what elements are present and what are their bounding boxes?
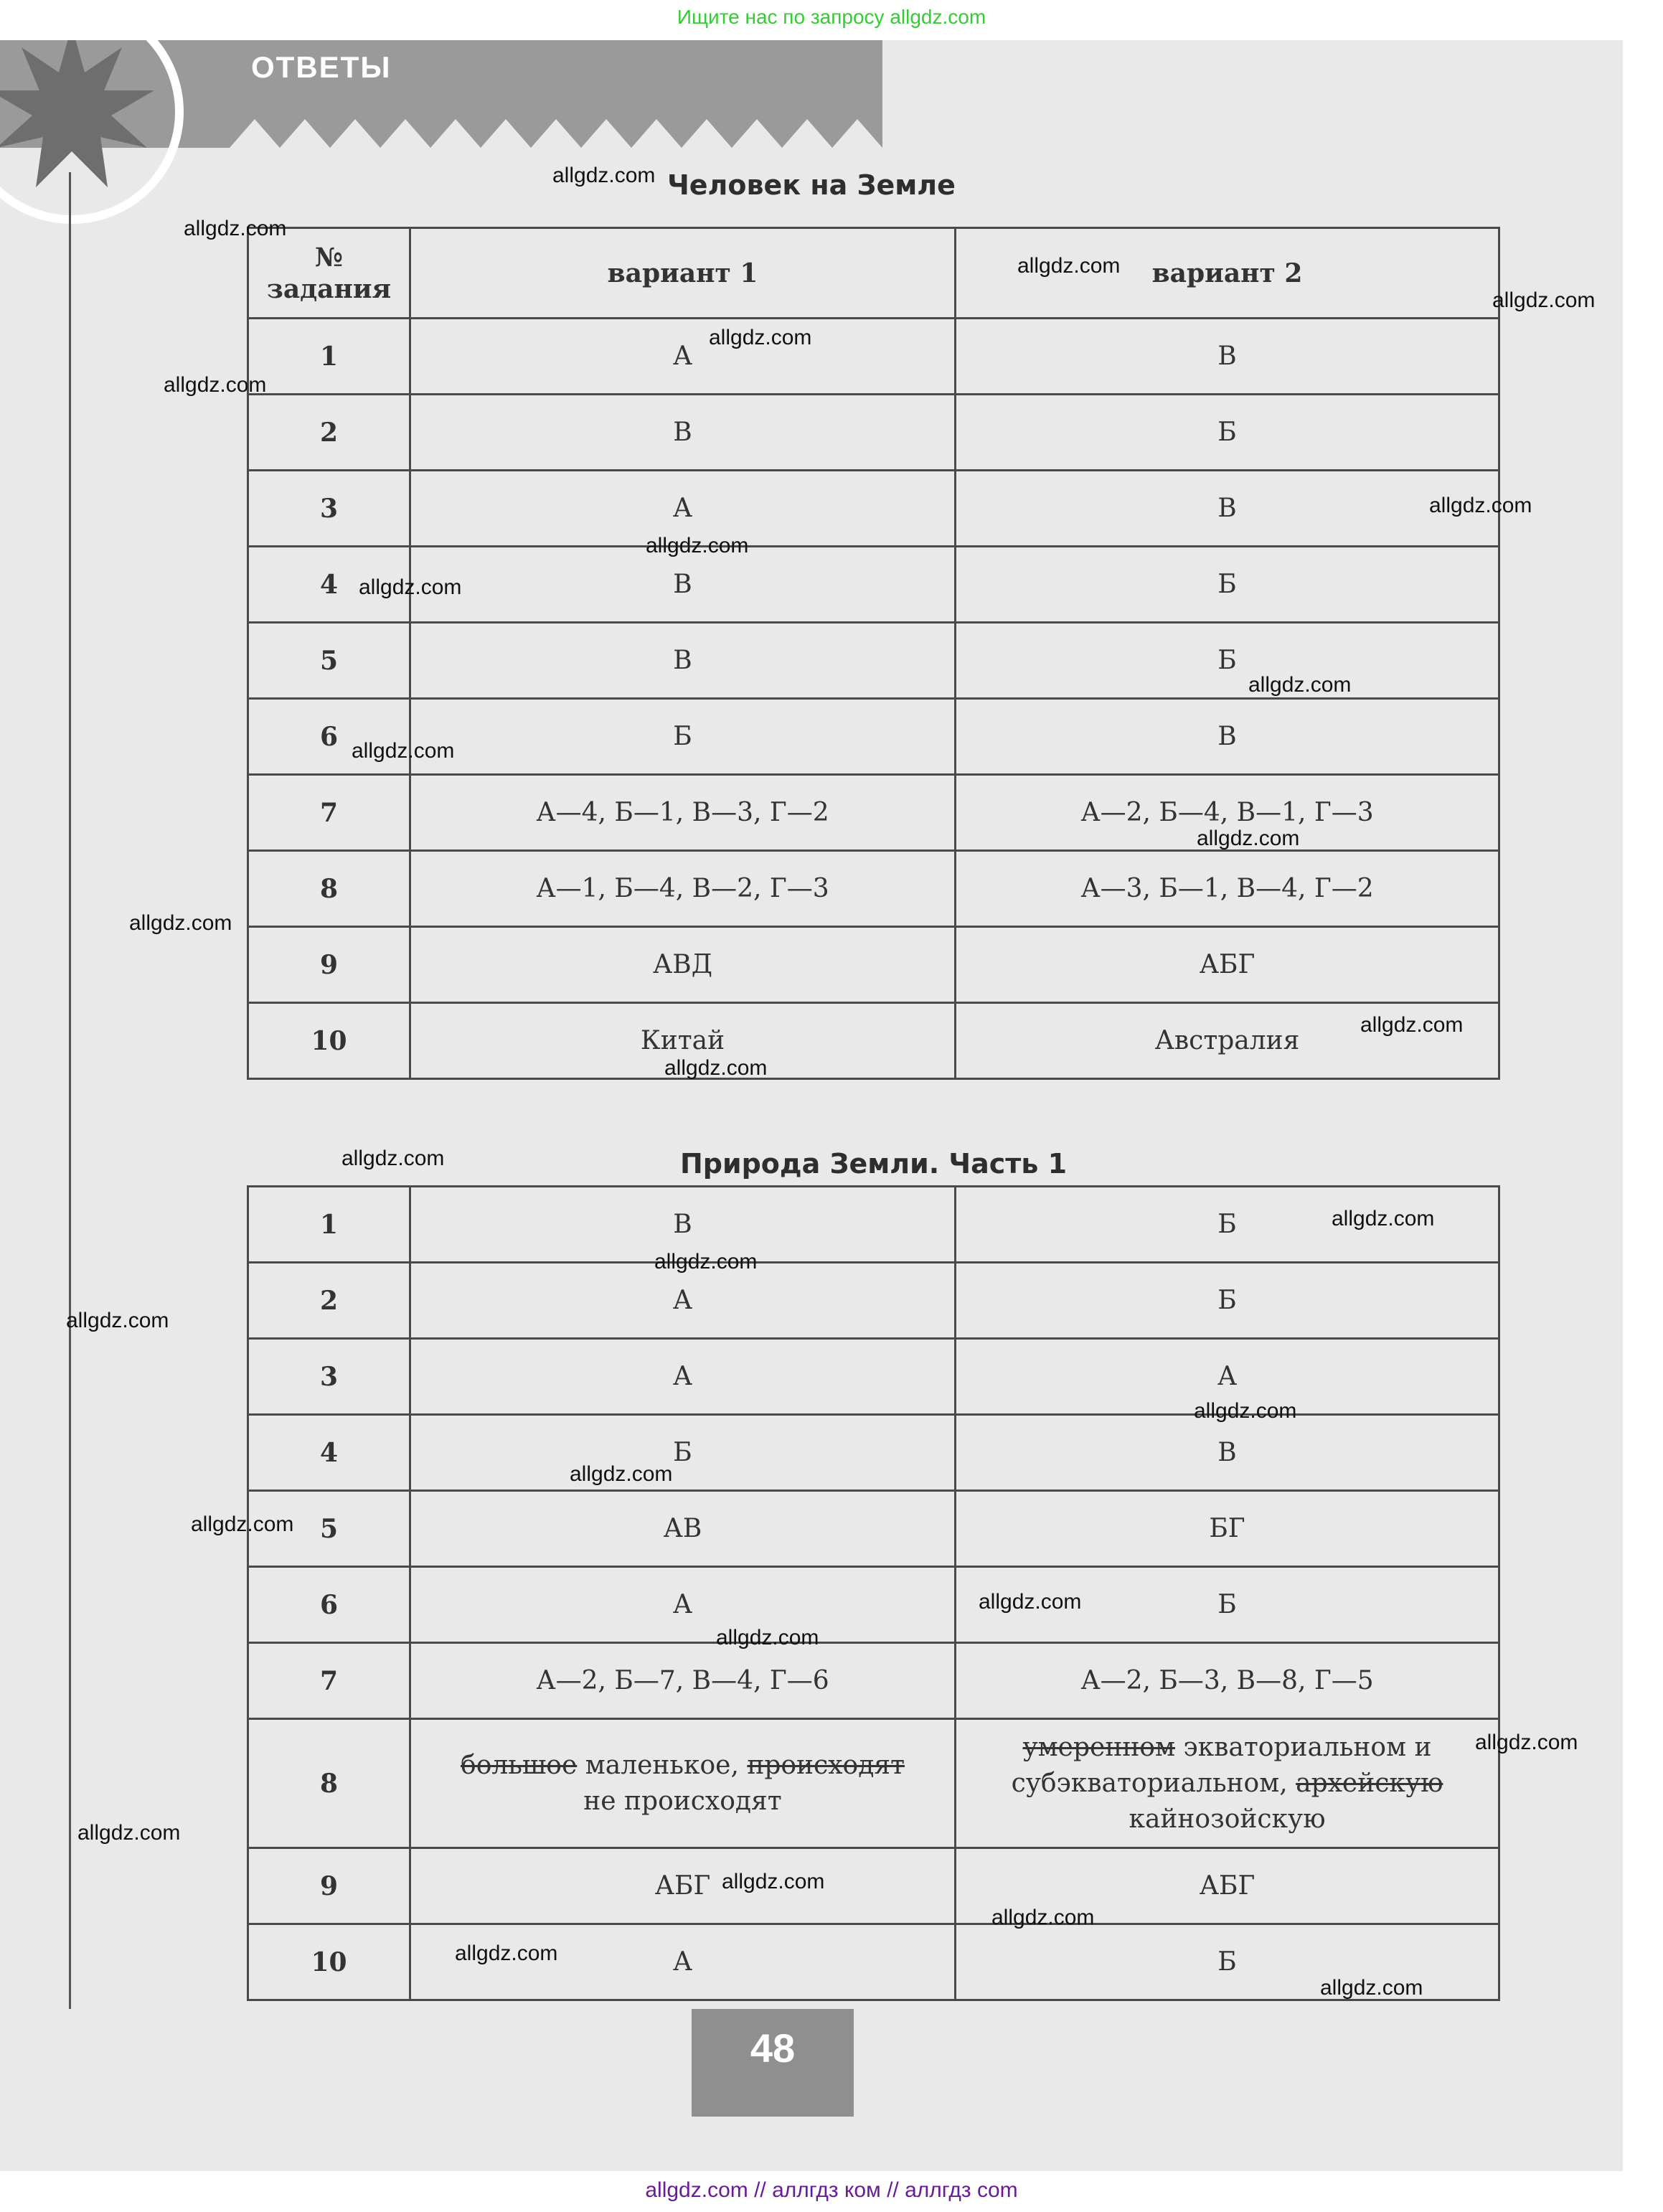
answer-variant-2: Б	[956, 1187, 1499, 1263]
answer-variant-1: Китай	[410, 1003, 956, 1079]
answer-variant-2: Б	[956, 1263, 1499, 1339]
task-number: 2	[248, 1263, 410, 1339]
task-number: 6	[248, 699, 410, 775]
task-number: 4	[248, 547, 410, 623]
answer-text: не происходят	[583, 1786, 782, 1816]
answer-variant-2: Австралия	[956, 1003, 1499, 1079]
answer-text: экваториальном и субэкваториальном,	[1011, 1732, 1432, 1798]
watermark: allgdz.com	[1332, 1207, 1435, 1230]
answer-variant-2: АБГ	[956, 927, 1499, 1003]
task-number: 1	[248, 319, 410, 395]
table-row	[248, 1187, 1499, 1263]
answer-variant-2: А	[956, 1339, 1499, 1415]
answer-variant-2: Б	[956, 395, 1499, 471]
watermark: allgdz.com	[352, 739, 455, 763]
task-number: 3	[248, 1339, 410, 1415]
bottom-banner[interactable]: allgdz.com // аллгдз ком // аллгдз com	[645, 2178, 1018, 2202]
watermark: allgdz.com	[184, 217, 287, 240]
watermark: allgdz.com	[991, 1906, 1095, 1929]
struck-text: происходят	[747, 1750, 905, 1780]
task-number: 9	[248, 927, 410, 1003]
watermark: allgdz.com	[191, 1512, 294, 1536]
answer-variant-2: Б	[956, 547, 1499, 623]
answer-variant-1: А	[410, 1567, 956, 1643]
answer-variant-1: А	[410, 471, 956, 547]
page-edge	[1623, 40, 1663, 2171]
watermark: allgdz.com	[570, 1462, 673, 1486]
table-row	[248, 775, 1499, 851]
answer-variant-1: А	[410, 1339, 956, 1415]
answer-variant-2: А—2, Б—3, В—8, Г—5	[956, 1643, 1499, 1719]
header-variant-2: вариант 2	[956, 228, 1499, 319]
watermark: allgdz.com	[1320, 1976, 1423, 2000]
answer-variant-1: А—2, Б—7, В—4, Г—6	[410, 1643, 956, 1719]
answer-variant-1: Б	[410, 699, 956, 775]
answer-variant-2: БГ	[956, 1491, 1499, 1567]
answer-variant-2: АБГ	[956, 1848, 1499, 1924]
watermark: allgdz.com	[66, 1309, 169, 1332]
answer-variant-2	[956, 1719, 1499, 1848]
answer-variant-2: Б	[956, 1567, 1499, 1643]
task-number: 5	[248, 623, 410, 699]
watermark: allgdz.com	[552, 164, 656, 187]
watermark: allgdz.com	[1194, 1399, 1297, 1423]
watermark: allgdz.com	[654, 1250, 758, 1274]
task-number: 10	[248, 1003, 410, 1079]
task-number: 7	[248, 775, 410, 851]
watermark: allgdz.com	[664, 1056, 768, 1080]
answer-variant-1: А	[410, 1263, 956, 1339]
table-row	[248, 1643, 1499, 1719]
table-row	[248, 1567, 1499, 1643]
task-number: 8	[248, 851, 410, 927]
page-number: 48	[750, 2025, 796, 2071]
section-title-1: Человек на Земле	[667, 169, 956, 201]
table-row	[248, 1003, 1499, 1079]
watermark: allgdz.com	[709, 326, 812, 349]
answer-text: маленькое,	[585, 1750, 739, 1780]
answer-variant-1: А—1, Б—4, В—2, Г—3	[410, 851, 956, 927]
answer-variant-1: АБГ	[410, 1848, 956, 1924]
answer-variant-2: В	[956, 699, 1499, 775]
watermark: allgdz.com	[341, 1147, 445, 1170]
task-number: 3	[248, 471, 410, 547]
task-number: 5	[248, 1491, 410, 1567]
table-header-row	[248, 228, 1499, 319]
answer-variant-1: А	[410, 1924, 956, 2000]
task-number: 9	[248, 1848, 410, 1924]
header-variant-1: вариант 1	[410, 228, 956, 319]
table-row	[248, 1339, 1499, 1415]
top-banner[interactable]: Ищите нас по запросу allgdz.com	[677, 6, 986, 28]
watermark: allgdz.com	[979, 1590, 1082, 1614]
answer-variant-1: АВД	[410, 927, 956, 1003]
watermark: allgdz.com	[129, 911, 232, 935]
header-title: ОТВЕТЫ	[251, 50, 392, 84]
watermark: allgdz.com	[1360, 1013, 1464, 1037]
table-row	[248, 1491, 1499, 1567]
task-number: 7	[248, 1643, 410, 1719]
watermark: allgdz.com	[1197, 827, 1300, 850]
table-row	[248, 927, 1499, 1003]
answer-variant-2: Б	[956, 1924, 1499, 2000]
task-number: 8	[248, 1719, 410, 1848]
task-number: 10	[248, 1924, 410, 2000]
answer-text: кайнозойскую	[1129, 1804, 1326, 1834]
task-number: 4	[248, 1415, 410, 1491]
watermark: allgdz.com	[1492, 288, 1596, 312]
table-row	[248, 471, 1499, 547]
answer-variant-1: А—4, Б—1, В—3, Г—2	[410, 775, 956, 851]
answer-variant-1: В	[410, 1187, 956, 1263]
table-row	[248, 1924, 1499, 2000]
watermark: allgdz.com	[455, 1942, 558, 1965]
margin-line	[69, 172, 71, 2009]
answer-variant-1: В	[410, 547, 956, 623]
answer-variant-2: В	[956, 319, 1499, 395]
watermark: allgdz.com	[164, 373, 267, 397]
header-task-number: № задания	[248, 228, 410, 319]
table-row	[248, 1263, 1499, 1339]
answer-variant-1: В	[410, 623, 956, 699]
section-title-2: Природа Земли. Часть 1	[248, 1079, 1499, 1187]
struck-text: архейскую	[1296, 1768, 1443, 1798]
task-number: 6	[248, 1567, 410, 1643]
struck-text: умеренном	[1022, 1732, 1175, 1762]
watermark: allgdz.com	[716, 1626, 819, 1649]
answers-table	[247, 227, 1500, 2001]
task-number: 1	[248, 1187, 410, 1263]
table-row	[248, 851, 1499, 927]
table-row	[248, 1719, 1499, 1848]
answer-variant-2: А—3, Б—1, В—4, Г—2	[956, 851, 1499, 927]
answer-variant-2: А—2, Б—4, В—1, Г—3	[956, 775, 1499, 851]
table-row	[248, 1848, 1499, 1924]
struck-text: большое	[461, 1750, 578, 1780]
watermark: allgdz.com	[1017, 254, 1121, 278]
answer-variant-1: А	[410, 319, 956, 395]
answer-variant-1: Б	[410, 1415, 956, 1491]
watermark: allgdz.com	[77, 1821, 181, 1845]
answer-variant-1: В	[410, 395, 956, 471]
watermark: allgdz.com	[1475, 1731, 1578, 1754]
watermark: allgdz.com	[646, 534, 749, 557]
table-row	[248, 319, 1499, 395]
watermark: allgdz.com	[359, 575, 462, 599]
answer-variant-1	[410, 1719, 956, 1848]
watermark: allgdz.com	[1248, 673, 1352, 697]
table-row	[248, 395, 1499, 471]
task-number: 2	[248, 395, 410, 471]
table-row	[248, 1415, 1499, 1491]
answer-variant-2: Б	[956, 623, 1499, 699]
answer-variant-2: В	[956, 1415, 1499, 1491]
answer-variant-2: В	[956, 471, 1499, 547]
answer-variant-1: АВ	[410, 1491, 956, 1567]
watermark: allgdz.com	[722, 1870, 825, 1893]
watermark: allgdz.com	[1429, 494, 1532, 517]
